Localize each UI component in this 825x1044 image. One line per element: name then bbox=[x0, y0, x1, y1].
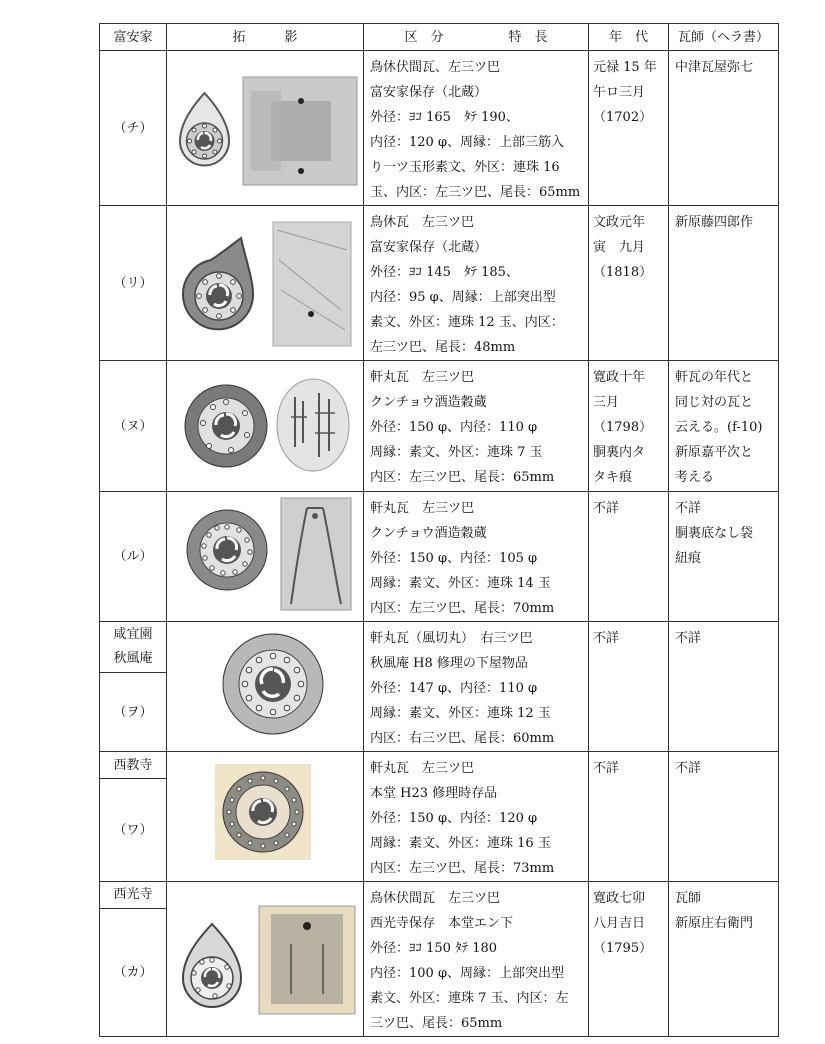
description-line: 周縁：素文、外区：連珠 16 玉 bbox=[370, 836, 551, 851]
description-line: 内径：100 φ、周縁：上部突出型 bbox=[370, 966, 565, 981]
description-line: 内区：右三ツ巴、尾長：60mm bbox=[370, 731, 555, 746]
description-line: 西光寺保存 本堂エン下 bbox=[370, 916, 514, 931]
header-rubbing: 拓 影 bbox=[167, 24, 364, 51]
maker-line: 紐痕 bbox=[675, 551, 702, 566]
table-row bbox=[100, 882, 779, 909]
maker-cell bbox=[669, 361, 779, 492]
maker-cell bbox=[669, 206, 779, 361]
maker-line: 新原庄右衛門 bbox=[675, 916, 754, 931]
description-cell bbox=[364, 206, 589, 361]
place-line: 咸宜園 bbox=[113, 627, 153, 643]
rubbing-cell bbox=[167, 492, 364, 622]
date-line: 不詳 bbox=[593, 501, 620, 516]
place-cell: 西光寺 bbox=[100, 882, 167, 909]
header-row bbox=[100, 24, 779, 51]
description-line: 鳥休伏間瓦、左三ツ巴 bbox=[370, 60, 501, 75]
maker-line: 不詳 bbox=[675, 761, 702, 776]
date-line: 元禄 15 年 bbox=[593, 60, 657, 75]
rubbing-cell bbox=[167, 882, 364, 1037]
description-line: 左三ツ巴、尾長：48mm bbox=[370, 340, 516, 355]
description-line: 鳥休瓦 左三ツ巴 bbox=[370, 215, 475, 230]
maker-line: 軒瓦の年代と bbox=[675, 370, 754, 385]
description-cell bbox=[364, 882, 589, 1037]
date-cell bbox=[589, 51, 669, 206]
row-label: （ル） bbox=[100, 492, 167, 622]
description-line: クンチョウ酒造穀蔵 bbox=[370, 526, 487, 541]
date-line: （1818） bbox=[593, 265, 653, 280]
description-line: 素文、外区：連珠 12 玉、内区： bbox=[370, 315, 564, 330]
description-line: 外径：ﾖｺ 165 ﾀﾃ 190、 bbox=[370, 110, 519, 125]
place-line: 秋風庵 bbox=[113, 651, 153, 667]
description-line: 本堂 H23 修理時存品 bbox=[370, 786, 498, 801]
rubbing-disc-image bbox=[185, 508, 269, 592]
row-label: （リ） bbox=[100, 206, 167, 361]
description-line: 鳥休伏間瓦 左三ツ巴 bbox=[370, 891, 501, 906]
date-line: タキ痕 bbox=[593, 470, 633, 485]
date-line: 不詳 bbox=[593, 761, 620, 776]
date-cell bbox=[589, 206, 669, 361]
description-line: 軒丸瓦 左三ツ巴 bbox=[370, 501, 475, 516]
rubbing-drop-image bbox=[177, 89, 232, 171]
date-line: 寅 九月 bbox=[593, 240, 646, 255]
rubbing-disc-image bbox=[221, 632, 325, 736]
date-cell bbox=[589, 752, 669, 882]
date-line: （1798） bbox=[593, 420, 653, 435]
date-line: 寛政七卯 bbox=[593, 891, 646, 906]
description-cell bbox=[364, 51, 589, 206]
description-line: 三ツ巴、尾長：65mm bbox=[370, 1016, 503, 1031]
description-line: クンチョウ酒造穀蔵 bbox=[370, 395, 487, 410]
date-line: 不詳 bbox=[593, 631, 620, 646]
place-cell: 西教寺 bbox=[100, 752, 167, 779]
description-line: 内区：左三ツ巴、尾長：70mm bbox=[370, 601, 555, 616]
date-line: （1795） bbox=[593, 941, 653, 956]
date-cell bbox=[589, 492, 669, 622]
description-line: 軒丸瓦 左三ツ巴 bbox=[370, 761, 475, 776]
maker-line: 新原藤四郎作 bbox=[675, 215, 754, 230]
description-line: 軒丸瓦 左三ツ巴 bbox=[370, 370, 475, 385]
description-cell bbox=[364, 622, 589, 752]
description-line: 周縁：素文、外区：連珠 7 玉 bbox=[370, 445, 543, 460]
table-row bbox=[100, 206, 779, 361]
rubbing-disc-image bbox=[183, 383, 269, 469]
description-line: 内径：95 φ、周縁：上部突出型 bbox=[370, 290, 556, 305]
header-family: 富安家 bbox=[100, 24, 167, 51]
maker-line: 同じ対の瓦と bbox=[675, 395, 754, 410]
row-label: （チ） bbox=[100, 51, 167, 206]
date-line: 午ロ三月 bbox=[593, 85, 646, 100]
description-line: 周縁：素文、外区：連珠 12 玉 bbox=[370, 706, 551, 721]
date-line: 文政元年 bbox=[593, 215, 646, 230]
rubbing-tile-image bbox=[257, 904, 357, 1016]
description-line: 外径：ﾖｺ 150 ﾀﾃ 180 bbox=[370, 941, 498, 956]
rubbing-tile-image bbox=[241, 71, 359, 189]
maker-line: 胴裏底なし袋 bbox=[675, 526, 754, 541]
maker-line: 考える bbox=[675, 470, 715, 485]
maker-cell bbox=[669, 492, 779, 622]
description-line: 玉、内区：左三ツ巴、尾長：65mm bbox=[370, 185, 581, 200]
table-row bbox=[100, 361, 779, 492]
maker-line: 新原嘉平次と bbox=[675, 445, 754, 460]
date-cell bbox=[589, 622, 669, 752]
header-date: 年 代 bbox=[589, 24, 669, 51]
description-cell bbox=[364, 361, 589, 492]
row-label: （ヲ） bbox=[100, 673, 167, 752]
maker-cell bbox=[669, 51, 779, 206]
date-line: （1702） bbox=[593, 110, 653, 125]
date-cell bbox=[589, 361, 669, 492]
description-line: 外径：150 φ、内径：105 φ bbox=[370, 551, 538, 566]
header-category: 区 分 特 長 bbox=[364, 24, 589, 51]
description-line: 内区：左三ツ巴、尾長：73mm bbox=[370, 861, 555, 876]
description-line: 外径：ﾖｺ 145 ﾀﾃ 185、 bbox=[370, 265, 519, 280]
header-maker: 瓦師（ヘラ書） bbox=[669, 24, 779, 51]
description-line: 周縁：素文、外区：連珠 14 玉 bbox=[370, 576, 551, 591]
row-label: （カ） bbox=[100, 908, 167, 1037]
rubbing-cell bbox=[167, 361, 364, 492]
date-line: 寛政十年 bbox=[593, 370, 646, 385]
rubbing-cell bbox=[167, 206, 364, 361]
rubbing-cell bbox=[167, 622, 364, 752]
rubbing-inscription-image bbox=[275, 377, 351, 473]
row-label: （ヌ） bbox=[100, 361, 167, 492]
maker-line: 云える。(f-10) bbox=[675, 420, 763, 435]
table-row bbox=[100, 622, 779, 673]
description-line: 内区：左三ツ巴、尾長：65mm bbox=[370, 470, 555, 485]
description-line: 外径：150 φ、内径：120 φ bbox=[370, 811, 538, 826]
table-row bbox=[100, 752, 779, 779]
rubbing-tile-image bbox=[279, 496, 353, 612]
description-line: 富安家保存（北蔵） bbox=[370, 85, 488, 100]
maker-line: 瓦師 bbox=[675, 891, 702, 906]
date-line: 胴裏内タ bbox=[593, 445, 646, 460]
maker-line: 中津瓦屋弥七 bbox=[675, 60, 754, 75]
maker-cell bbox=[669, 882, 779, 1037]
date-line: 三月 bbox=[593, 395, 620, 410]
row-label: （ワ） bbox=[100, 779, 167, 882]
maker-cell bbox=[669, 622, 779, 752]
description-line: り一ツ玉形素文、外区：連珠 16 bbox=[370, 160, 560, 175]
tile-catalog-table bbox=[99, 23, 779, 1037]
table-row bbox=[100, 492, 779, 622]
description-line: 軒丸瓦（風切丸） 右三ツ巴 bbox=[370, 631, 533, 646]
description-line: 外径：147 φ、内径：110 φ bbox=[370, 681, 538, 696]
rubbing-drop-image bbox=[181, 234, 255, 334]
table-row bbox=[100, 51, 779, 206]
description-cell bbox=[364, 492, 589, 622]
rubbing-tile-image bbox=[271, 220, 353, 348]
date-line: 八月吉日 bbox=[593, 916, 646, 931]
place-cell bbox=[100, 622, 167, 673]
description-line: 外径：150 φ、内径：110 φ bbox=[370, 420, 538, 435]
description-cell bbox=[364, 752, 589, 882]
description-line: 内径：120 φ、周縁：上部三筋入 bbox=[370, 135, 565, 150]
description-line: 素文、外区：連珠 7 玉、内区：左 bbox=[370, 991, 569, 1006]
rubbing-drop-image bbox=[179, 920, 245, 1012]
maker-line: 不詳 bbox=[675, 631, 702, 646]
rubbing-paper-image bbox=[215, 764, 311, 860]
maker-line: 不詳 bbox=[675, 501, 702, 516]
maker-cell bbox=[669, 752, 779, 882]
rubbing-cell bbox=[167, 752, 364, 882]
description-line: 秋風庵 H8 修理の下屋物品 bbox=[370, 656, 528, 671]
date-cell bbox=[589, 882, 669, 1037]
rubbing-cell bbox=[167, 51, 364, 206]
description-line: 富安家保存（北蔵） bbox=[370, 240, 488, 255]
